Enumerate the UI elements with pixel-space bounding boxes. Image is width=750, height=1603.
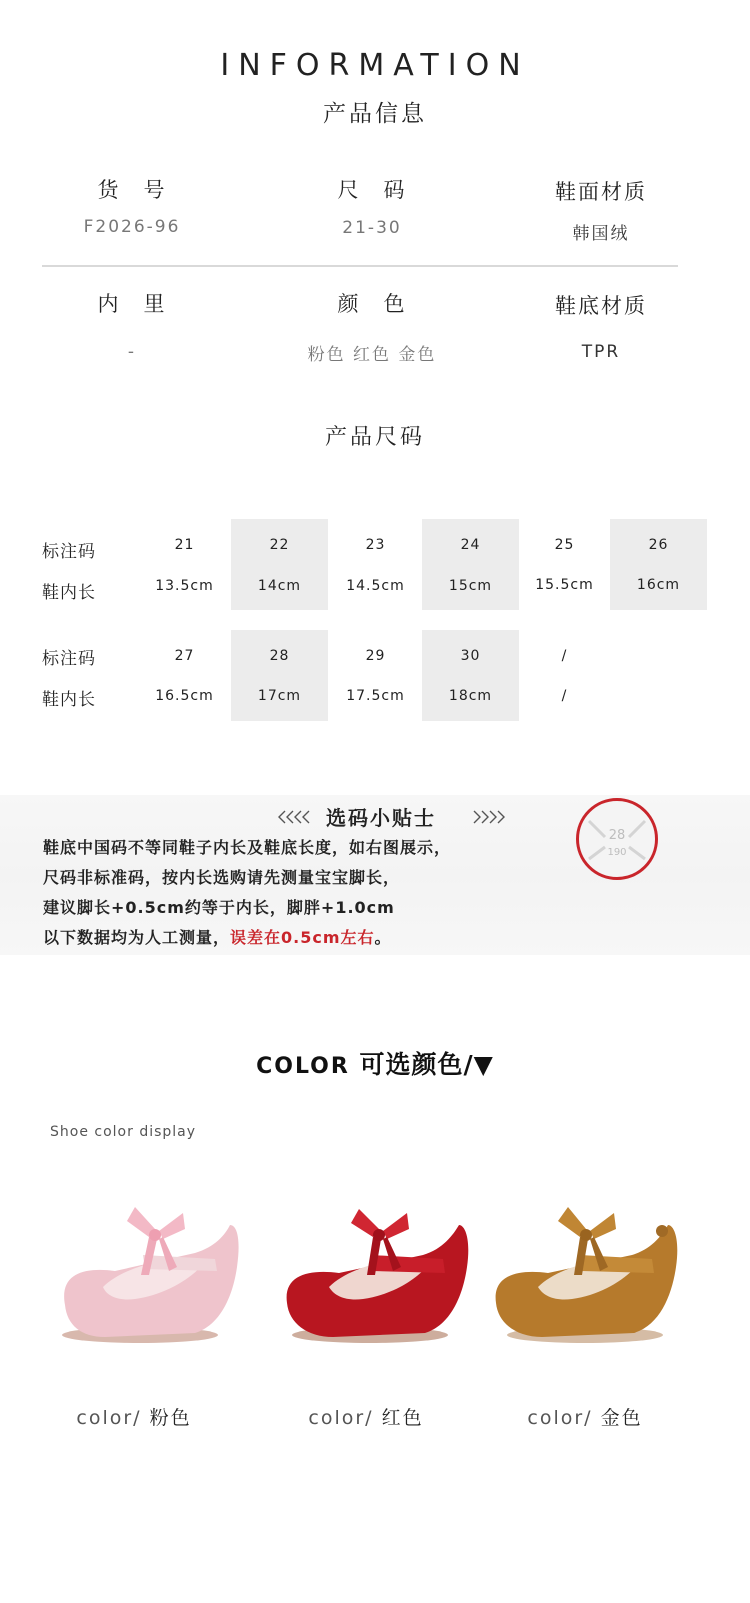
length-cell: / — [561, 688, 568, 704]
shoe-pink-image — [45, 1195, 245, 1355]
size-cell: 27 — [174, 648, 195, 664]
sole-size-sub: 190 — [607, 847, 627, 858]
size-section-title: 产品尺码 — [324, 425, 425, 450]
shoe-red-image — [275, 1195, 475, 1355]
color-title-cn: 可选颜色/▼ — [359, 1050, 494, 1079]
color-name: 金色 — [600, 1407, 643, 1429]
sole-size-number: 28 — [608, 828, 626, 843]
shoe-gold-image — [490, 1195, 690, 1355]
info-label-lining: 内 里 — [97, 292, 167, 316]
size-cell: / — [561, 648, 568, 664]
shade-block — [231, 519, 328, 610]
size-cell: 23 — [365, 537, 386, 553]
tips-line-prefix: 以下数据均为人工测量， — [43, 928, 231, 947]
size-cell: 21 — [174, 537, 195, 553]
color-display-subtitle: Shoe color display — [50, 1124, 197, 1140]
tips-title: 选码小贴士 — [326, 806, 436, 830]
length-cell: 16cm — [636, 577, 681, 593]
tips-line-suffix: 。 — [374, 928, 392, 947]
size-cell: 25 — [554, 537, 575, 553]
shade-block — [231, 630, 328, 721]
length-cell: 14.5cm — [346, 578, 405, 594]
color-name: 粉色 — [149, 1407, 192, 1429]
title-cn: 产品信息 — [323, 101, 427, 127]
info-value-sku: F2026-96 — [83, 217, 181, 237]
info-value-sole: TPR — [581, 342, 621, 362]
length-cell: 15.5cm — [535, 577, 594, 593]
tips-line: 尺码非标准码，按内长选购请先测量宝宝脚长， — [43, 868, 401, 887]
info-divider — [42, 265, 678, 267]
sole-size-badge — [576, 798, 658, 880]
row-label-size: 标注码 — [42, 542, 96, 562]
shoe-label-red — [246, 1403, 486, 1430]
tips-line-last — [43, 925, 392, 948]
color-prefix: color/ — [308, 1407, 374, 1429]
size-cell: 22 — [269, 537, 290, 553]
size-cell: 26 — [648, 537, 669, 553]
color-prefix: color/ — [76, 1407, 142, 1429]
info-value-upper: 韩国绒 — [572, 224, 630, 244]
info-label-size: 尺 码 — [337, 178, 407, 202]
sole-pattern-icon — [579, 801, 655, 877]
shade-block — [422, 630, 519, 721]
shade-block — [422, 519, 519, 610]
info-value-lining: - — [127, 342, 137, 362]
size-cell: 24 — [460, 537, 481, 553]
length-cell: 17.5cm — [346, 688, 405, 704]
shoe-label-gold — [465, 1403, 705, 1430]
length-cell: 14cm — [257, 578, 302, 594]
row-label-length: 鞋内长 — [42, 690, 96, 710]
color-name: 红色 — [381, 1407, 424, 1429]
info-label-sku: 货 号 — [97, 178, 167, 202]
length-cell: 18cm — [448, 688, 493, 704]
size-cell: 29 — [365, 648, 386, 664]
color-section-title — [0, 1045, 750, 1081]
info-value-size: 21-30 — [342, 218, 402, 238]
shade-block — [610, 519, 707, 610]
tips-line-highlight: 误差在0.5cm左右 — [230, 928, 375, 947]
length-cell: 17cm — [257, 688, 302, 704]
info-label-color: 颜 色 — [337, 292, 407, 316]
row-label-size: 标注码 — [42, 649, 96, 669]
size-cell: 28 — [269, 648, 290, 664]
info-value-color: 粉色 红色 金色 — [307, 345, 437, 365]
arrows-right-icon — [466, 809, 508, 825]
size-cell: 30 — [460, 648, 481, 664]
title-en: INFORMATION — [220, 48, 530, 83]
info-label-sole: 鞋底材质 — [555, 294, 647, 318]
tips-line: 鞋底中国码不等同鞋子内长及鞋底长度，如右图展示， — [43, 838, 452, 857]
info-label-upper: 鞋面材质 — [555, 180, 647, 204]
length-cell: 15cm — [448, 578, 493, 594]
tips-line: 建议脚长+0.5cm约等于内长，脚胖+1.0cm — [43, 898, 395, 917]
row-label-length: 鞋内长 — [42, 583, 96, 603]
arrows-left-icon — [275, 809, 317, 825]
length-cell: 16.5cm — [155, 688, 214, 704]
color-title-en: COLOR — [256, 1054, 350, 1079]
color-prefix: color/ — [527, 1407, 593, 1429]
length-cell: 13.5cm — [155, 578, 214, 594]
shoe-label-pink — [14, 1403, 254, 1430]
